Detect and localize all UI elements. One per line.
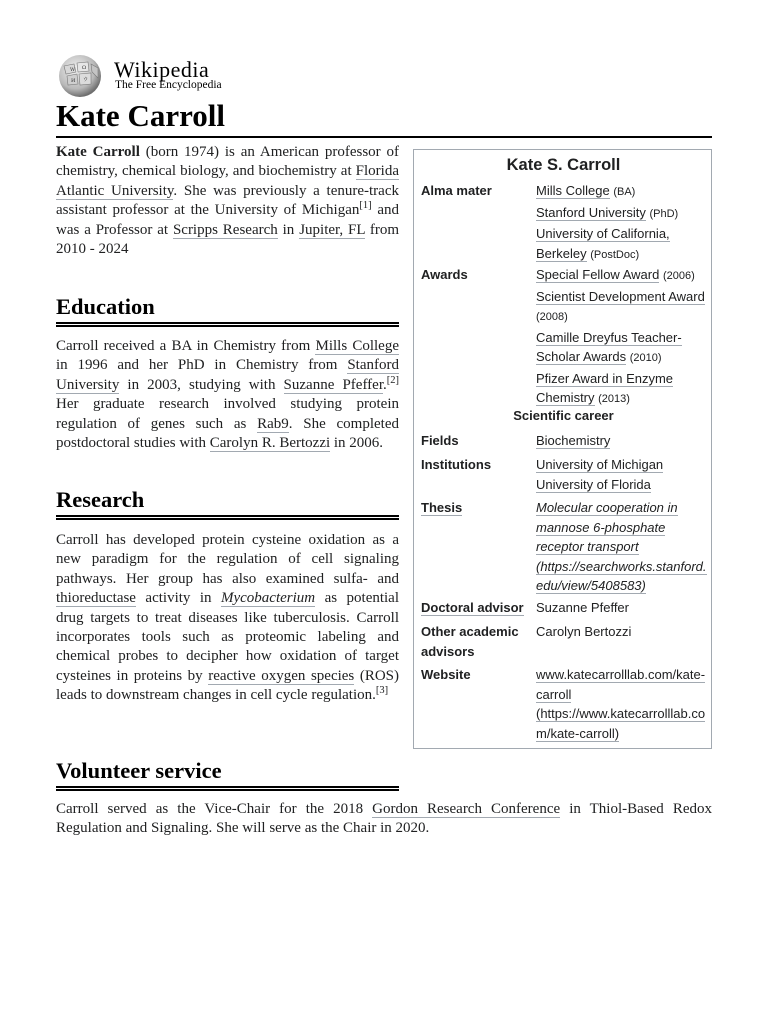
link-website[interactable]: www.katecarrolllab.com/kate-carroll (https://www.katecarrolllab.com/kate-carroll) (536, 667, 706, 741)
degree-note: (BA) (613, 186, 636, 198)
volunteer-text: Carroll served as the Vice-Chair for the 2018 (56, 801, 373, 817)
link-reactive-oxygen-species[interactable]: reactive oxygen species (208, 667, 355, 684)
infobox-title: Kate S. Carroll (506, 156, 621, 174)
infobox-label: Website (421, 667, 471, 682)
infobox-value (536, 455, 708, 494)
research-text: as potential drug targets to treat diseases like tuberculosis. Carroll incorporates tools such as proteomic labeling and chemical probes to decipher how oxidation of target cysteines in proteins by (56, 590, 400, 684)
link-award[interactable]: Special Fellow Award (536, 267, 660, 282)
education-text: . (383, 376, 387, 393)
intro-text: (born 1974) is an American professor of chemistry, chemical biology, and biochemistry at (56, 144, 399, 180)
reference-3[interactable]: [3] (375, 685, 389, 697)
svg-text:W: W (70, 67, 76, 73)
infobox-label: Alma mater (421, 183, 492, 198)
section-heading-research: Research (56, 487, 145, 512)
link-thesis-title[interactable]: Molecular cooperation in mannose 6-phosphate receptor transport (https://searchworks.stanford.edu/view/5408583) (536, 500, 707, 593)
education-text: Her graduate research involved studying protein regulation of genes such as (56, 396, 399, 432)
link-mycobacterium[interactable]: Mycobacterium (220, 590, 316, 607)
site-tagline: The Free Encyclopedia (115, 79, 222, 91)
infobox-value (536, 431, 708, 451)
link-university-of-florida[interactable]: University of Florida (536, 476, 651, 492)
title-divider (56, 136, 712, 138)
section-divider (56, 786, 399, 791)
link-award[interactable]: Pfizer Award in Enzyme Chemistry (536, 370, 674, 405)
page-title: Kate Carroll (56, 98, 226, 133)
section-divider (56, 322, 399, 327)
section-heading-volunteer: Volunteer service (56, 758, 222, 783)
infobox-value: Suzanne Pfeffer (536, 600, 629, 615)
link-gordon-research-conference[interactable]: Gordon Research Conference (372, 801, 561, 817)
link-university-of-michigan[interactable]: University of Michigan (536, 457, 664, 472)
link-jupiter-fl[interactable]: Jupiter, FL (299, 221, 365, 238)
education-paragraph (56, 337, 399, 453)
reference-2[interactable]: [2] (386, 374, 399, 386)
reference-1[interactable]: [1] (359, 200, 372, 212)
link-suzanne-pfeffer[interactable]: Suzanne Pfeffer (283, 376, 383, 393)
link-thioreductase[interactable]: thioreductase (56, 590, 136, 607)
wikipedia-wordmark[interactable]: Wikipedia (114, 57, 210, 82)
degree-note: (PostDoc) (590, 248, 640, 261)
intro-paragraph (56, 143, 399, 259)
wikipedia-globe-icon[interactable] (56, 54, 104, 98)
volunteer-paragraph (56, 800, 712, 839)
link-doctoral-advisor[interactable]: Doctoral advisor (421, 600, 524, 615)
education-text: in 2006. (330, 435, 384, 452)
infobox-section-heading: Scientific career (513, 408, 614, 423)
svg-text:ウ: ウ (83, 77, 89, 83)
education-text: in 2003, studying with (119, 376, 284, 393)
link-stanford-university[interactable]: Stanford University (56, 357, 399, 393)
infobox-value (536, 265, 708, 410)
award-year: (2013) (598, 393, 630, 405)
link-rab9[interactable]: Rab9 (257, 415, 289, 432)
infobox-label: Institutions (421, 457, 492, 472)
subject-name: Kate Carroll (56, 144, 140, 160)
research-text: activity in (135, 590, 221, 607)
link-mills-college[interactable]: Mills College (536, 183, 610, 198)
link-scripps-research[interactable]: Scripps Research (172, 221, 278, 238)
award-year: (2008) (536, 311, 568, 323)
education-text: Carroll received a BA in Chemistry from (56, 338, 316, 354)
intro-text: and was a Professor at (56, 202, 399, 238)
intro-text: . She was previously a tenure-track assistant professor at the University of Michigan (56, 182, 399, 219)
link-florida-atlantic-university[interactable]: Florida Atlantic University (56, 163, 399, 199)
link-thesis[interactable]: Thesis (421, 500, 463, 515)
svg-text:И: И (71, 78, 76, 84)
infobox-value (536, 665, 708, 743)
link-stanford-university[interactable]: Stanford University (536, 204, 646, 220)
link-mills-college[interactable]: Mills College (315, 338, 399, 354)
section-divider (56, 515, 399, 520)
infobox-value (536, 181, 708, 265)
education-text: . She completed postdoctoral studies with (56, 415, 399, 452)
research-text: (ROS) leads to downstream changes in cell cycle regulation. (56, 667, 400, 704)
intro-text: from 2010 - 2024 (56, 221, 400, 258)
intro-text: in (277, 221, 300, 238)
svg-text:Ω: Ω (82, 65, 87, 71)
infobox-label: Awards (421, 267, 468, 282)
research-paragraph (56, 531, 399, 706)
link-carolyn-bertozzi[interactable]: Carolyn R. Bertozzi (209, 435, 331, 452)
link-award[interactable]: Camille Dreyfus Teacher-Scholar Awards (536, 329, 682, 364)
link-biochemistry[interactable]: Biochemistry (536, 433, 611, 448)
infobox-value (536, 498, 708, 596)
infobox-label: Fields (421, 433, 459, 448)
education-text: in 1996 and her PhD in Chemistry from (56, 357, 348, 374)
award-year: (2010) (629, 352, 662, 364)
infobox-value: Carolyn Bertozzi (536, 624, 632, 639)
section-heading-education: Education (56, 294, 155, 319)
research-text: Carroll has developed protein cysteine oxidation as a new paradigm for the regulation of cell signaling pathways. Her group has also examined sulfa- and (56, 532, 399, 587)
infobox (413, 149, 712, 749)
link-uc-berkeley[interactable]: University of California, Berkeley (536, 226, 670, 261)
link-award[interactable]: Scientist Development Award (536, 288, 705, 304)
degree-note: (PhD) (649, 207, 679, 220)
volunteer-text: in Thiol-Based Redox Regulation and Signaling. She will serve as the Chair in 2020. (56, 801, 712, 837)
infobox-label: Other academic advisors (421, 624, 519, 659)
award-year: (2006) (662, 270, 695, 282)
